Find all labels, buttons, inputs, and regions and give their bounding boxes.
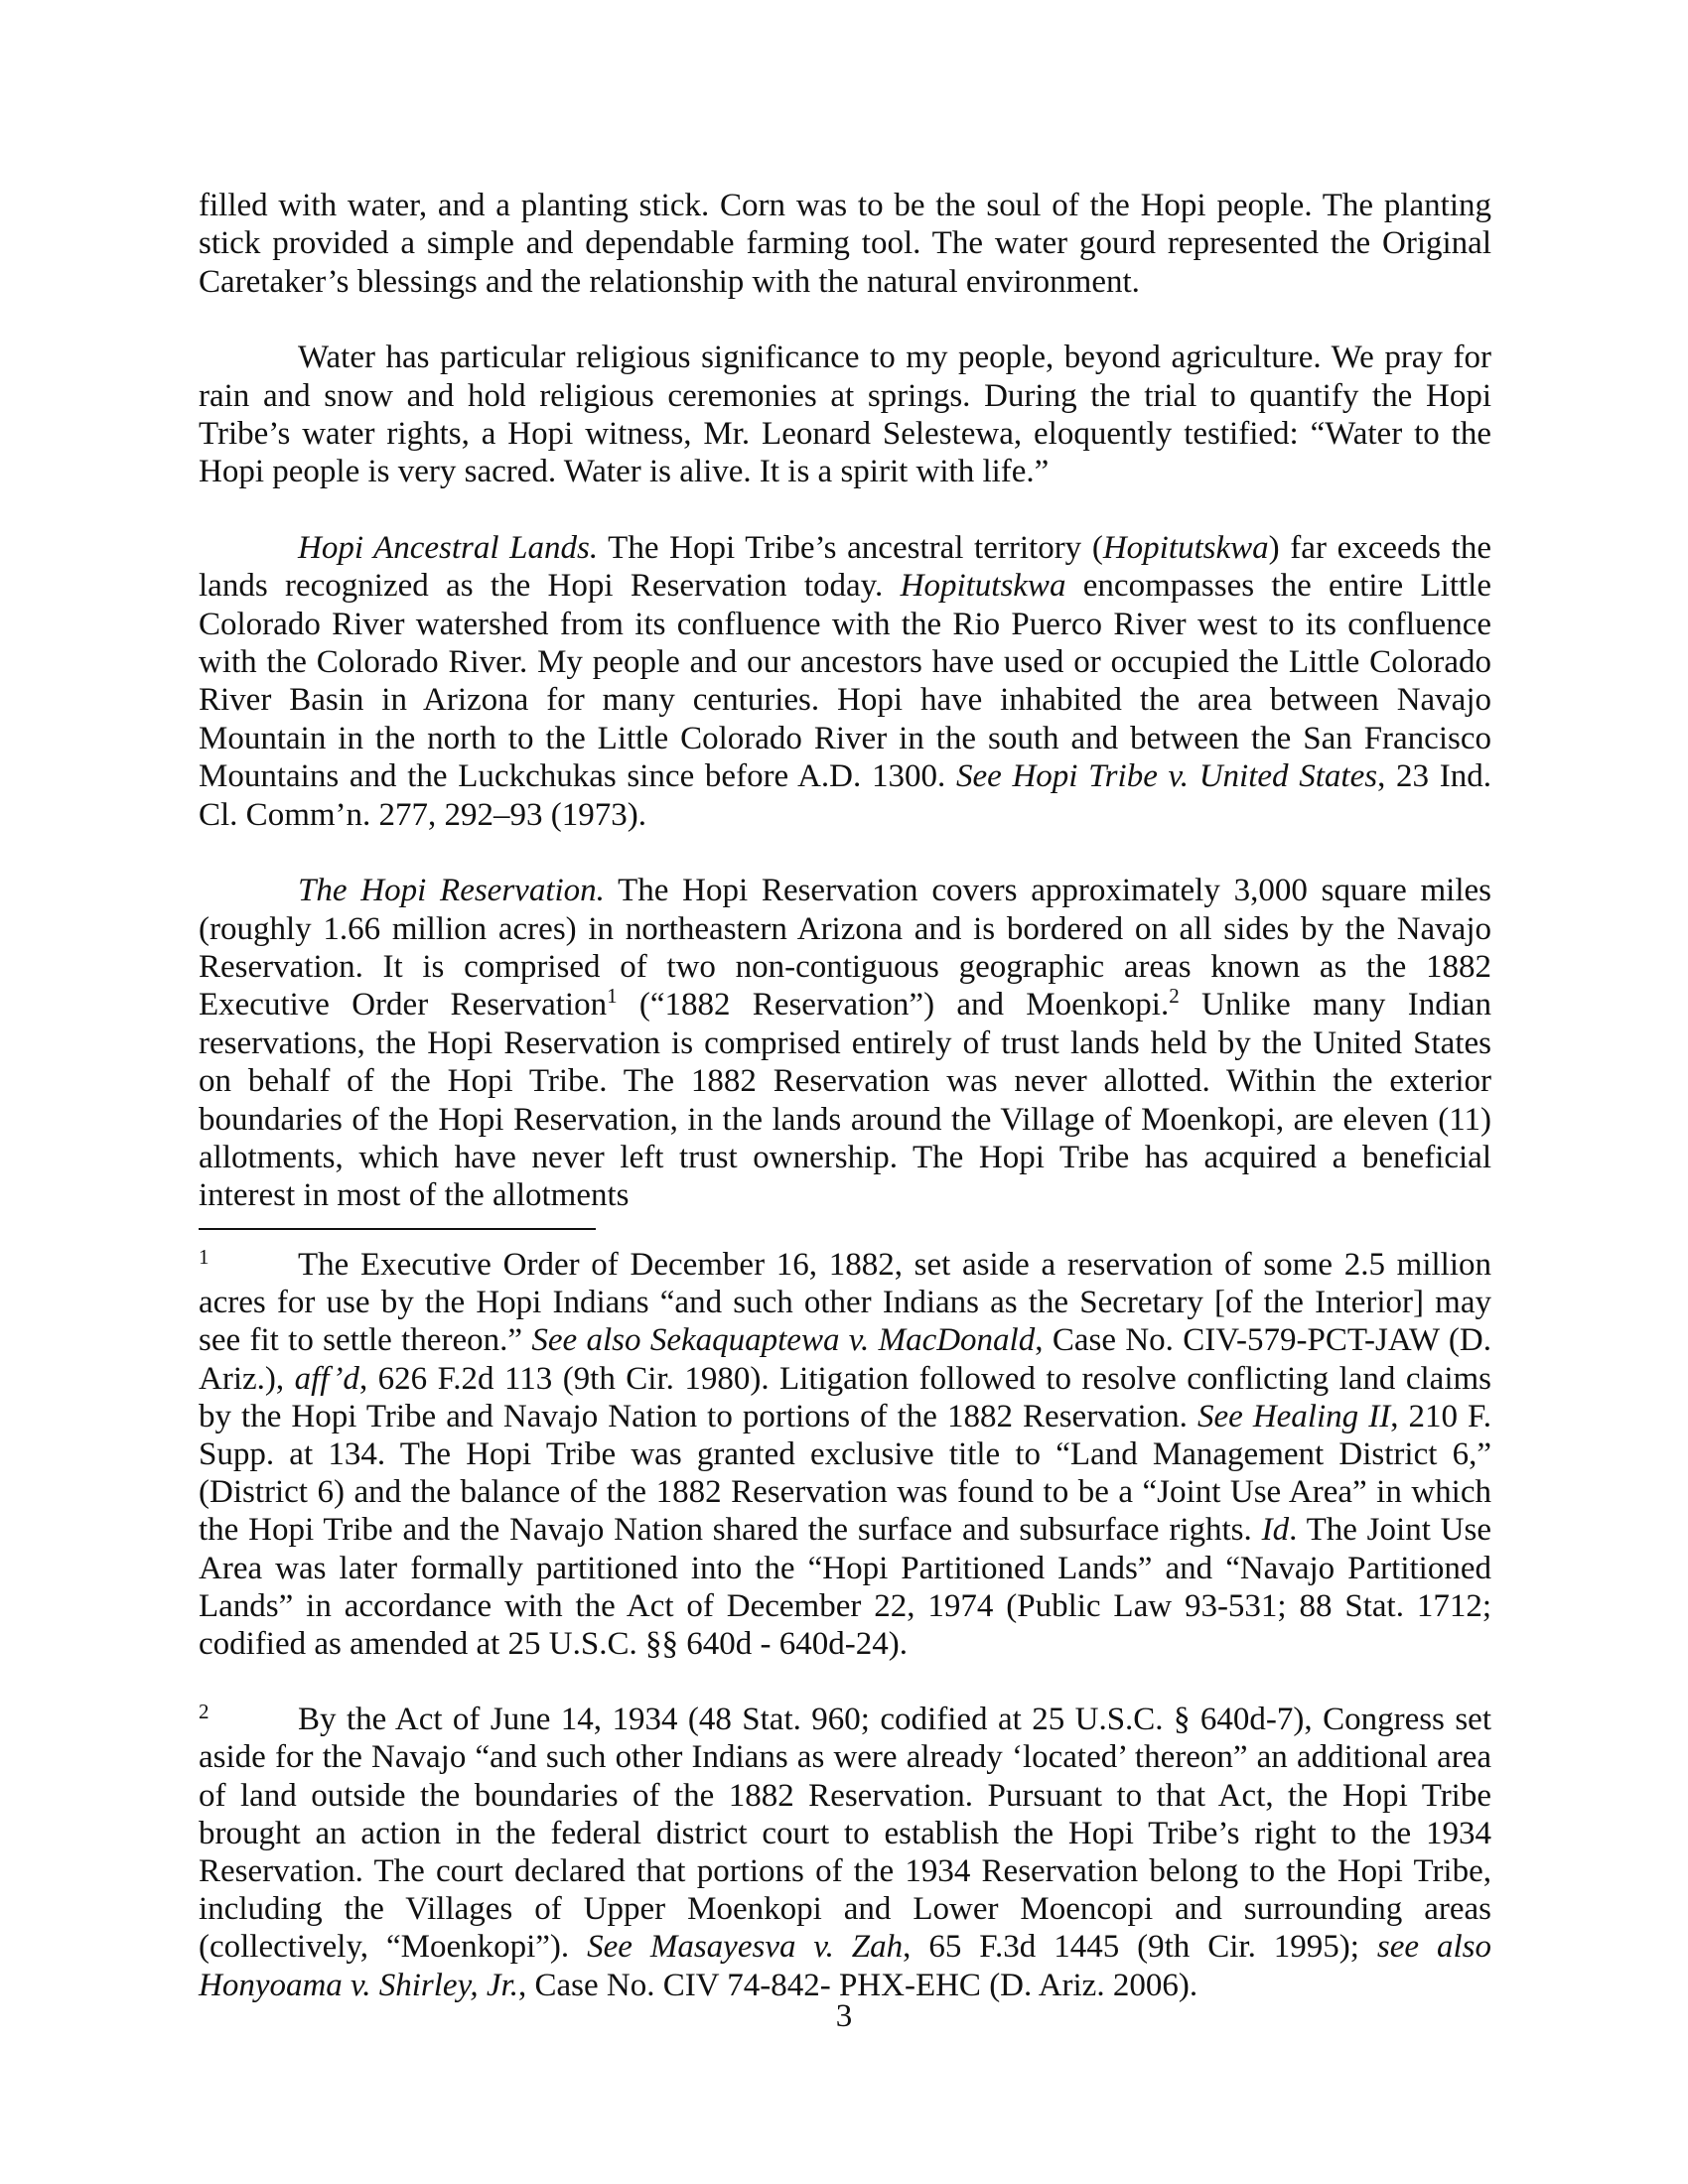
footnote-reference-2[interactable]: 2: [1169, 984, 1180, 1009]
footnote-text: 1 The Executive Order of December 16, 1882, set aside a reservation of some 2.5 million acres for use by the Hopi Indians “and such other Indians as the Secretary [of the Interior] may see fit to settle thereon.” See also Sekaquaptewa v. MacDonald, Case No. CIV-579-PCT-JAW (D. Ariz.), aff’d, 626 F.2d 113 (9th Cir. 1980). Litigation followed to resolve conflicting land claims by the Hopi Tribe and Navajo Nation to portions of the 1882 Reservation. See Healing II, 210 F. Supp. at 134. The Hopi Tribe was granted exclusive title to “Land Management District 6,” (District 6) and the balance of the 1882 Reservation was found to be a “Joint Use Area” in which the Hopi Tribe and the Navajo Nation shared the surface and subsurface rights. Id. The Joint Use Area was later formally partitioned into the “Hopi Partitioned Lands” and “Navajo Partitioned Lands” in accordance with the Act of December 22, 1974 (Public Law 93-531; 88 Stat. 1712; codified as amended at 25 U.S.C. §§ 640d - 640d-24).: [199, 1245, 1492, 1663]
footnotes: [199, 1246, 1491, 2004]
text-run: By the Act of June 14, 1934 (48 Stat. 960; codified at 25 U.S.C. § 640d-7), Congress set aside for the Navajo “and such other Indians as were already ‘located’ thereon” an additional area of land outside the boundaries of the 1882 Reservation. Pursuant to that Act, the Hopi Tribe brought an action in the federal district court to establish the Hopi Tribe’s right to the 1934 Reservation. The court declared that portions of the 1934 Reservation belong to the Hopi Tribe, including the Villages of Upper Moenkopi and Lower Moencopi and surrounding areas (collectively, “Moenkopi”).: [199, 1702, 1491, 1966]
footnote-separator: [199, 1228, 596, 1230]
italic-term: Id: [1261, 1512, 1290, 1549]
text-run: The Hopi Tribe’s ancestral territory (: [598, 529, 1103, 566]
text-run: , Case No. CIV 74-842- PHX-EHC (D. Ariz. 2006).: [518, 1967, 1198, 2003]
text-run: , 65 F.3d 1445 (9th Cir. 1995);: [903, 1929, 1377, 1966]
italic-term: aff’d: [294, 1360, 359, 1397]
case-citation: see also Honyoama v. Shirley, Jr.: [199, 1929, 1491, 2003]
paragraph-hopi-reservation: [199, 872, 1491, 1215]
text-run: , Case No. CIV-579-PCT-JAW (D. Ariz.),: [199, 1322, 1491, 1397]
paragraph-text: Water has particular religious significance to my people, beyond agriculture. We pray for rain and snow and hold religious ceremonies at springs. During the trial to quantify the Hopi Tribe’s water rights, a Hopi witness, Mr. Leonard Selestewa, eloquently testified: “Water to the Hopi people is very sacred. Water is alive. It is a spirit with life.”: [199, 340, 1491, 490]
text-run: The Executive Order of December 16, 1882, set aside a reservation of some 2.5 million acres for use by the Hopi Indians “and such other Indians as the Secretary [of the Interior] may see fit to settle thereon.”: [199, 1247, 1491, 1359]
paragraph-water-significance: [199, 339, 1491, 491]
footnote-text: 2 By the Act of June 14, 1934 (48 Stat. 960; codified at 25 U.S.C. § 640d-7), Congress set aside for the Navajo “and such other Indians as were already ‘located’ thereon” an additional area of land outside the boundaries of the 1882 Reservation. Pursuant to that Act, the Hopi Tribe brought an action in the federal district court to establish the Hopi Tribe’s right to the 1934 Reservation. The court declared that portions of the 1934 Reservation belong to the Hopi Tribe, including the Villages of Upper Moenkopi and Lower Moencopi and surrounding areas (collectively, “Moenkopi”). See Masayesva v. Zah, 65 F.3d 1445 (9th Cir. 1995); see also Honyoama v. Shirley, Jr., Case No. CIV 74-842- PHX-EHC (D. Ariz. 2006).: [199, 1700, 1491, 2003]
footnote-reference-1[interactable]: 1: [607, 984, 618, 1009]
case-citation: See Masayesva v. Zah: [587, 1929, 904, 1966]
footnote-1: [199, 1246, 1491, 1663]
text-run: . The Joint Use Area was later formally partitioned into the “Hopi Partitioned Lands” and “Navajo Partitioned Lands” in accordance with the Act of December 22, 1974 (Public Law 93-531; 88 Stat. 1712; codified as amended at 25 U.S.C. §§ 640d - 640d-24).: [199, 1512, 1492, 1663]
text-run: , 626 F.2d 113 (9th Cir. 1980). Litigation followed to resolve conflicting land claims by the Hopi Tribe and Navajo Nation to portions of the 1882 Reservation.: [199, 1360, 1491, 1434]
text-run: Unlike many Indian reservations, the Hopi Reservation is comprised entirely of trust lands held by the United States on behalf of the Hopi Tribe. The 1882 Reservation was never allotted. Within the exterior boundaries of the Hopi Reservation, in the lands around the Village of Moenkopi, are eleven (11) allotments, which have never left trust ownership. The Hopi Tribe has acquired a beneficial interest in most of the allotments: [199, 987, 1492, 1214]
text-run: , 210 F. Supp. at 134. The Hopi Tribe was granted exclusive title to “Land Management District 6,” (District 6) and the balance of the 1882 Reservation was found to be a “Joint Use Area” in which the Hopi Tribe and the Navajo Nation shared the surface and subsurface rights.: [199, 1398, 1492, 1549]
page-number: 3: [835, 1998, 853, 2034]
text-run: ) far exceeds the lands recognized as the Hopi Reservation today.: [199, 529, 1491, 605]
case-citation: See Hopi Tribe v. United States: [955, 758, 1378, 795]
case-citation: See also Sekaquaptewa v. MacDonald: [531, 1322, 1036, 1359]
italic-term: Hopitutskwa: [1102, 529, 1269, 566]
section-heading-ancestral-lands: Hopi Ancestral Lands.: [298, 529, 599, 566]
document-body: [199, 187, 1491, 1215]
text-run: , 23 Ind. Cl. Comm’n. 277, 292–93 (1973).: [199, 758, 1491, 833]
text-run: encompasses the entire Little Colorado River watershed from its confluence with the Rio Puerco River west to its confluence with the Colorado River. My people and our ancestors have used or occupied the Little Colorado River Basin in Arizona for many centuries. Hopi have inhabited the area between Navajo Mountain in the north to the Little Colorado River in the south and between the San Francisco Mountains and the Luckchukas since before A.D. 1300.: [199, 568, 1491, 795]
text-run: The Hopi Reservation covers approximately 3,000 square miles (roughly 1.66 million acres) in northeastern Arizona and is bordered on all sides by the Navajo Reservation. It is comprised of two non-contiguous geographic areas known as the 1882 Executive Order Reservation: [199, 873, 1492, 1024]
section-heading-hopi-reservation: The Hopi Reservation.: [298, 873, 605, 909]
paragraph-ancestral-lands: [199, 529, 1491, 834]
paragraph-water-gourd: [199, 187, 1491, 301]
italic-term: Hopitutskwa: [900, 568, 1066, 605]
paragraph-text: filled with water, and a planting stick. Corn was to be the soul of the Hopi people. The planting stick provided a simple and dependable farming tool. The water gourd represented the Original Caretaker’s blessings and the relationship with the natural environment.: [199, 188, 1491, 300]
footnote-2: [199, 1701, 1491, 2004]
case-citation: See Healing II: [1196, 1398, 1391, 1434]
text-run: (“1882 Reservation”) and Moenkopi.: [617, 987, 1170, 1024]
